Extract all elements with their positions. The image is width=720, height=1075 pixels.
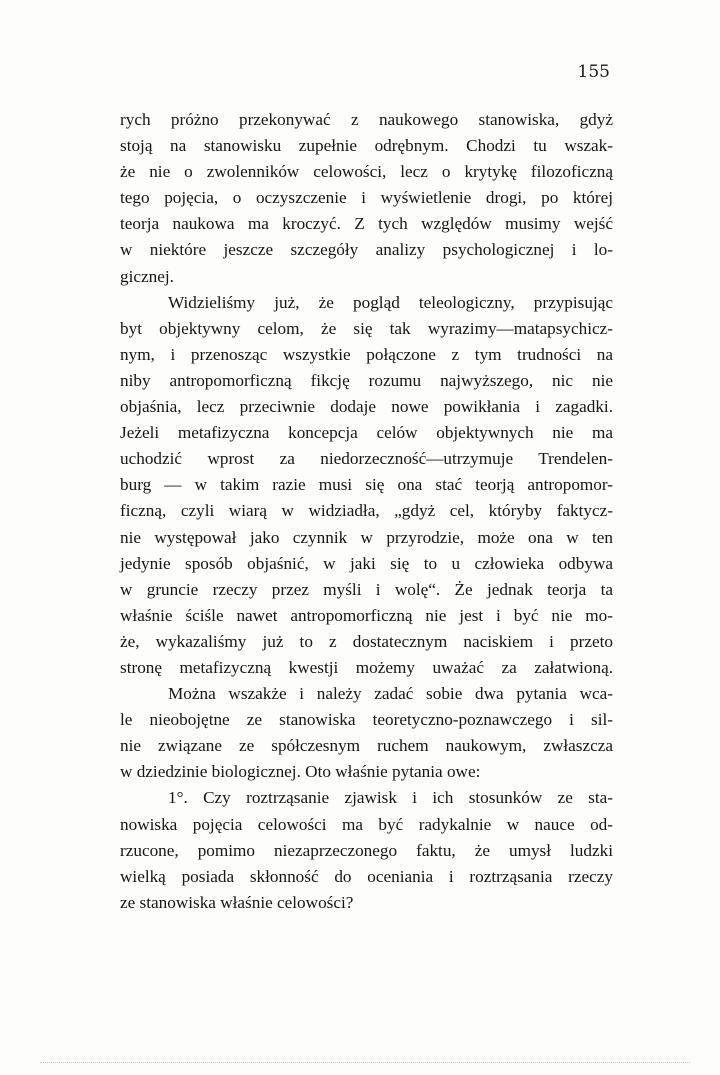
text-line: w gruncie rzeczy przez myśli i wolę“. Że jednak teorja ta — [120, 579, 613, 599]
text-line: teorja naukowa ma kroczyć. Z tych względów musimy wejść — [120, 214, 613, 234]
text-line: stoją na stanowisku zupełnie odrębnym. Chodzi tu wszak- — [120, 136, 613, 156]
page-number: 155 — [577, 62, 610, 82]
text-line: wielką posiada skłonność do oceniania i roztrząsania rzeczy — [120, 866, 613, 886]
text-line: jedynie sposób objaśnić, w jaki się to u człowieka odbywa — [120, 553, 613, 573]
text-line: le nieobojętne ze stanowiska teoretyczno-poznawczego i sil- — [120, 710, 613, 730]
text-line: rzucone, pomimo niezaprzeczonego faktu, że umysł ludzki — [120, 840, 613, 860]
text-line: nowiska pojęcia celowości ma być radykalnie w nauce od- — [120, 814, 613, 834]
text-line: ze stanowiska właśnie celowości? — [120, 892, 354, 912]
text-line: właśnie ściśle nawet antropomorficzną nie jest i być nie mo- — [120, 605, 613, 625]
text-line: Widzieliśmy już, że pogląd teleologiczny, przypisując — [168, 292, 613, 312]
text-line: Można wszakże i należy zadać sobie dwa pytania wca- — [168, 684, 613, 704]
text-line: nie występował jako czynnik w przyrodzie, może ona w ten — [120, 527, 613, 547]
text-line: gicznej. — [120, 266, 174, 286]
body-text — [120, 107, 613, 916]
text-line: 1°. Czy roztrząsanie zjawisk i ich stosunków ze sta- — [168, 788, 613, 808]
text-line: w dziedzinie biologicznej. Oto właśnie pytania owe: — [120, 762, 481, 782]
text-line: objaśnia, lecz przeciwnie dodaje nowe powikłania i zagadki. — [120, 397, 613, 417]
text-line: ficzną, czyli wiarą w widziadła, „gdyż cel, któryby faktycz- — [120, 501, 613, 521]
text-line: Jeżeli metafizyczna koncepcja celów objektywnych nie ma — [120, 423, 613, 443]
text-line: w niektóre jeszcze szczegóły analizy psychologicznej i lo- — [120, 240, 613, 260]
text-line: stronę metafizyczną kwestji możemy uważać za załatwioną. — [120, 657, 613, 677]
text-line: nie związane ze spółczesnym ruchem naukowym, zwłaszcza — [120, 736, 613, 756]
text-line: uchodzić wprost za niedorzeczność—utrzymuje Trendelen- — [120, 449, 613, 469]
text-line: że nie o zwolenników celowości, lecz o krytykę filozoficzną — [120, 162, 613, 182]
bottom-edge-artifact — [40, 1062, 690, 1069]
text-line: byt objektywny celom, że się tak wyrazimy—matapsychicz- — [120, 318, 613, 338]
text-line: tego pojęcia, o oczyszczenie i wyświetlenie drogi, po której — [120, 188, 613, 208]
text-line: nym, i przenosząc wszystkie połączone z tym trudności na — [120, 344, 613, 364]
text-line: rych próżno przekonywać z naukowego stanowiska, gdyż — [120, 110, 613, 129]
text-line: że, wykazaliśmy już to z dostatecznym naciskiem i przeto — [120, 631, 613, 651]
text-line: niby antropomorficzną fikcję rozumu najwyższego, nic nie — [120, 370, 613, 390]
text-line: burg — w takim razie musi się ona stać teorją antropomor- — [120, 475, 613, 495]
